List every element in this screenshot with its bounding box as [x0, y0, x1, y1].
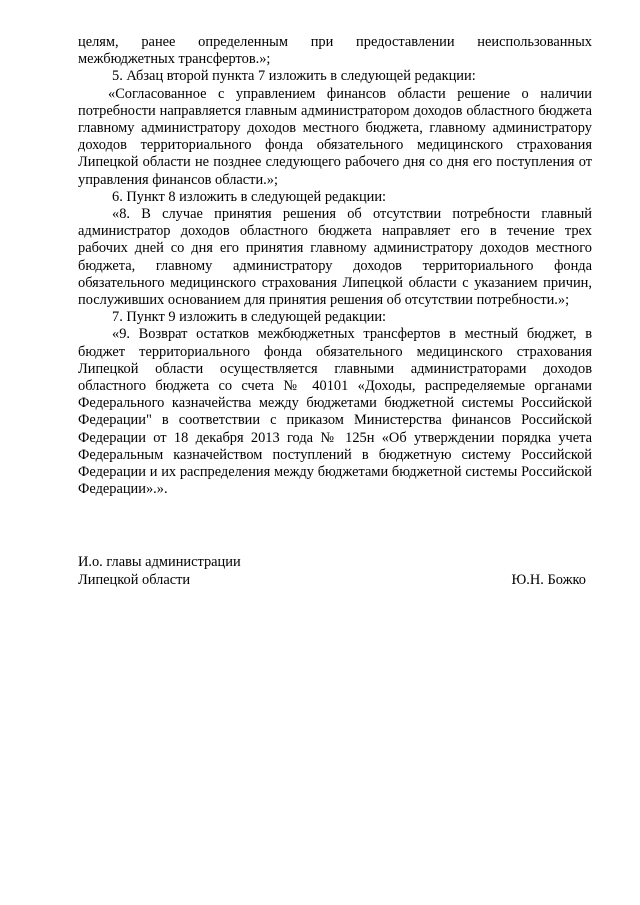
- signature-title-line1: И.о. главы администрации: [78, 554, 241, 570]
- paragraph-item-5-text: «Согласованное с управлением финансов области решение о наличии потребности направляется главным администратором доходов областного бюджета главному администратору доходов местного бюджета, главному администратору доходов территориального фонда обязательного медицинского страхования Липецкой области не позднее следующего рабочего дня со дня его поступления от управления финансов области.»;: [78, 85, 592, 188]
- signature-block: [78, 553, 592, 589]
- document-body: [78, 34, 592, 498]
- signature-title-line2: Липецкой области: [78, 572, 191, 588]
- paragraph-item-6-text: «8. В случае принятия решения об отсутствии потребности главный администратор доходов областного бюджета направляет его в течение трех рабочих дней со дня его принятия главному администратору доходов местного бюджета, главному администратору доходов территориального фонда обязательного медицинского страхования Липецкой области с указанием причин, послуживших основанием для принятия решения об отсутствии потребности.»;: [78, 206, 592, 309]
- signature-name: Ю.Н. Божко: [511, 572, 586, 588]
- paragraph-item-7-heading: 7. Пункт 9 изложить в следующей редакции:: [112, 309, 387, 326]
- paragraph-item-7-text: «9. Возврат остатков межбюджетных трансфертов в местный бюджет, в бюджет территориального фонда обязательного медицинского страхования Липецкой области осуществляется главными администраторами доходов областного бюджета со счета № 40101 «Доходы, распределяемые органами Федерального казначейства между бюджетами бюджетной системы Российской Федерации" в соответствии с приказом Министерства финансов Российской Федерации от 18 декабря 2013 года № 125н «Об утверждении порядка учета Федеральным казначейством поступлений в бюджетную систему Российской Федерации и их распределения между бюджетами бюджетной системы Российской Федерации».».: [78, 326, 592, 498]
- paragraph-item-5-heading: 5. Абзац второй пункта 7 изложить в следующей редакции:: [112, 68, 476, 85]
- signature-row: [78, 571, 592, 589]
- paragraph-item-6-heading: 6. Пункт 8 изложить в следующей редакции:: [112, 188, 387, 205]
- paragraph-continuation: целям, ранее определенным при предоставлении неиспользованных межбюджетных трансфертов.»;: [78, 34, 592, 68]
